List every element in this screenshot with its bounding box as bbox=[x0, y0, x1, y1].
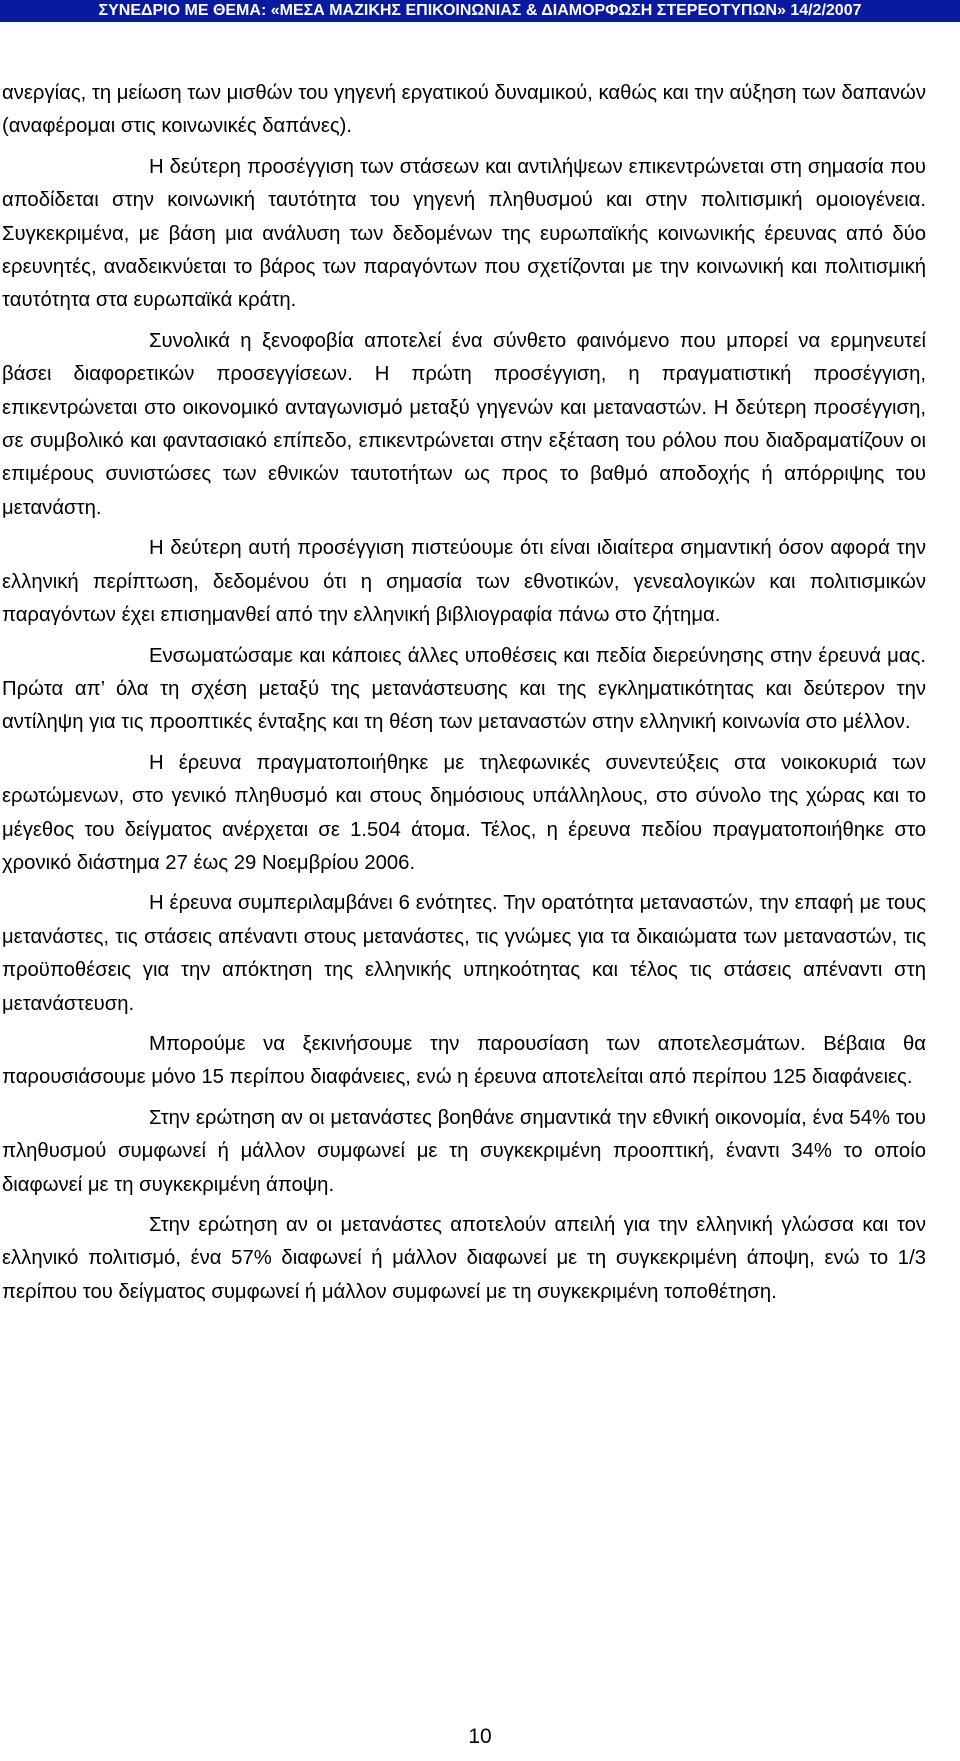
conference-title: ΣΥΝΕΔΡΙΟ ΜΕ ΘΕΜΑ: «ΜΕΣΑ ΜΑΖΙΚΗΣ ΕΠΙΚΟΙΝΩΝΙΑΣ & ΔΙΑΜΟΡΦΩΣΗ ΣΤΕΡΕΟΤΥΠΩΝ» 14/2/2007 bbox=[98, 2, 862, 19]
paragraph-xenophobia-summary: Συνολικά η ξενοφοβία αποτελεί ένα σύνθετο φαινόμενο που μπορεί να ερμηνευτεί βάσει διαφορετικών προσεγγίσεων. Η πρώτη προσέγγιση, η πραγματιστική προσέγγιση, επικεντρώνεται στο οικονομικό ανταγωνισμό μεταξύ γηγενών και μεταναστών. Η δεύτερη προσέγγιση, σε συμβολικό και φαντασιακό επίπεδο, επικεντρώνεται στην εξέταση του ρόλου που διαδραματίζουν οι επιμέρους συνιστώσες των εθνικών ταυτοτήτων ως προς το βαθμό αποδοχής ή απόρριψης του μετανάστη. bbox=[2, 329, 926, 519]
page-header bbox=[0, 0, 960, 22]
paragraph-greek-case: Η δεύτερη αυτή προσέγγιση πιστεύουμε ότι είναι ιδιαίτερα σημαντική όσον αφορά την ελληνική περίπτωση, δεδομένου ότι η σημασία των εθνοτικών, γενεαλογικών και πολιτισμικών παραγόντων έχει επισημανθεί από την ελληνική βιβλιογραφία πάνω στο ζήτημα. bbox=[2, 537, 926, 627]
paragraph-culture-question: Στην ερώτηση αν οι μετανάστες αποτελούν απειλή για την ελληνική γλώσσα και τον ελληνικό πολιτισμό, ένα 57% διαφωνεί ή μάλλον διαφωνεί με τη συγκεκριμένη άποψη, ενώ το 1/3 περίπου του δείγματος συμφωνεί ή μάλλον συμφωνεί με τη συγκεκριμένη τοποθέτηση. bbox=[2, 1214, 926, 1303]
paragraph-second-approach: Η δεύτερη προσέγγιση των στάσεων και αντιλήψεων επικεντρώνεται στη σημασία που αποδίδεται στην κοινωνική ταυτότητα του γηγενή πληθυσμού και στην πολιτισμική ομοιογένεια. Συγκεκριμένα, με βάση μια ανάλυση των δεδομένων της ευρωπαϊκής κοινωνικής έρευνας από δύο ερευνητές, αναδεικνύεται το βάρος των παραγόντων που σχετίζονται με την κοινωνική και πολιτισμική ταυτότητα στα ευρωπαϊκά κράτη. bbox=[2, 155, 926, 312]
paragraph-methodology: Η έρευνα πραγματοποιήθηκε με τηλεφωνικές συνεντεύξεις στα νοικοκυριά των ερωτώμενων, στο γενικό πληθυσμό και στους δημόσιους υπάλληλους, στο σύνολο της χώρας και το μέγεθος του δείγματος ανέρχεται σε 1.504 άτομα. Τέλος, η έρευνα πεδίου πραγματοποιήθηκε στο χρονικό διάστημα 27 έως 29 Νοεμβρίου 2006. bbox=[2, 751, 926, 874]
paragraph-results-intro: Μπορούμε να ξεκινήσουμε την παρουσίαση των αποτελεσμάτων. Βέβαια θα παρουσιάσουμε μόνο 15 περίπου διαφάνειες, ενώ η έρευνα αποτελείται από περίπου 125 διαφάνειες. bbox=[2, 1032, 926, 1089]
paragraph-continuation: ανεργίας, τη μείωση των μισθών του γηγενή εργατικού δυναμικού, καθώς και την αύξηση των δαπανών (αναφέρομαι στις κοινωνικές δαπάνες). bbox=[2, 82, 926, 138]
paragraph-hypotheses: Ενσωματώσαμε και κάποιες άλλες υποθέσεις και πεδία διερεύνησης στην έρευνά μας. Πρώτα απ’ όλα τη σχέση μεταξύ της μετανάστευσης και της εγκληματικότητας και δεύτερον την αντίληψη για τις προοπτικές ένταξης και τη θέση των μεταναστών στην ελληνική κοινωνία στο μέλλον. bbox=[2, 644, 926, 734]
paragraph-sections: Η έρευνα συμπεριλαμβάνει 6 ενότητες. Την ορατότητα μεταναστών, την επαφή με τους μετανάστες, τις στάσεις απέναντι στους μετανάστες, τις γνώμες για τα δικαιώματα των μεταναστών, τις προϋποθέσεις για την απόκτηση της ελληνικής υπηκοότητας και τέλος τις στάσεις απέναντι στη μετανάστευση. bbox=[2, 892, 926, 1015]
document-body bbox=[2, 77, 926, 1316]
paragraph-economy-question: Στην ερώτηση αν οι μετανάστες βοηθάνε σημαντικά την εθνική οικονομία, ένα 54% του πληθυσμού συμφωνεί ή μάλλον συμφωνεί με τη συγκεκριμένη προοπτική, έναντι 34% το οποίο διαφωνεί με τη συγκεκριμένη άποψη. bbox=[2, 1106, 926, 1196]
page-number: 10 bbox=[468, 1725, 492, 1748]
